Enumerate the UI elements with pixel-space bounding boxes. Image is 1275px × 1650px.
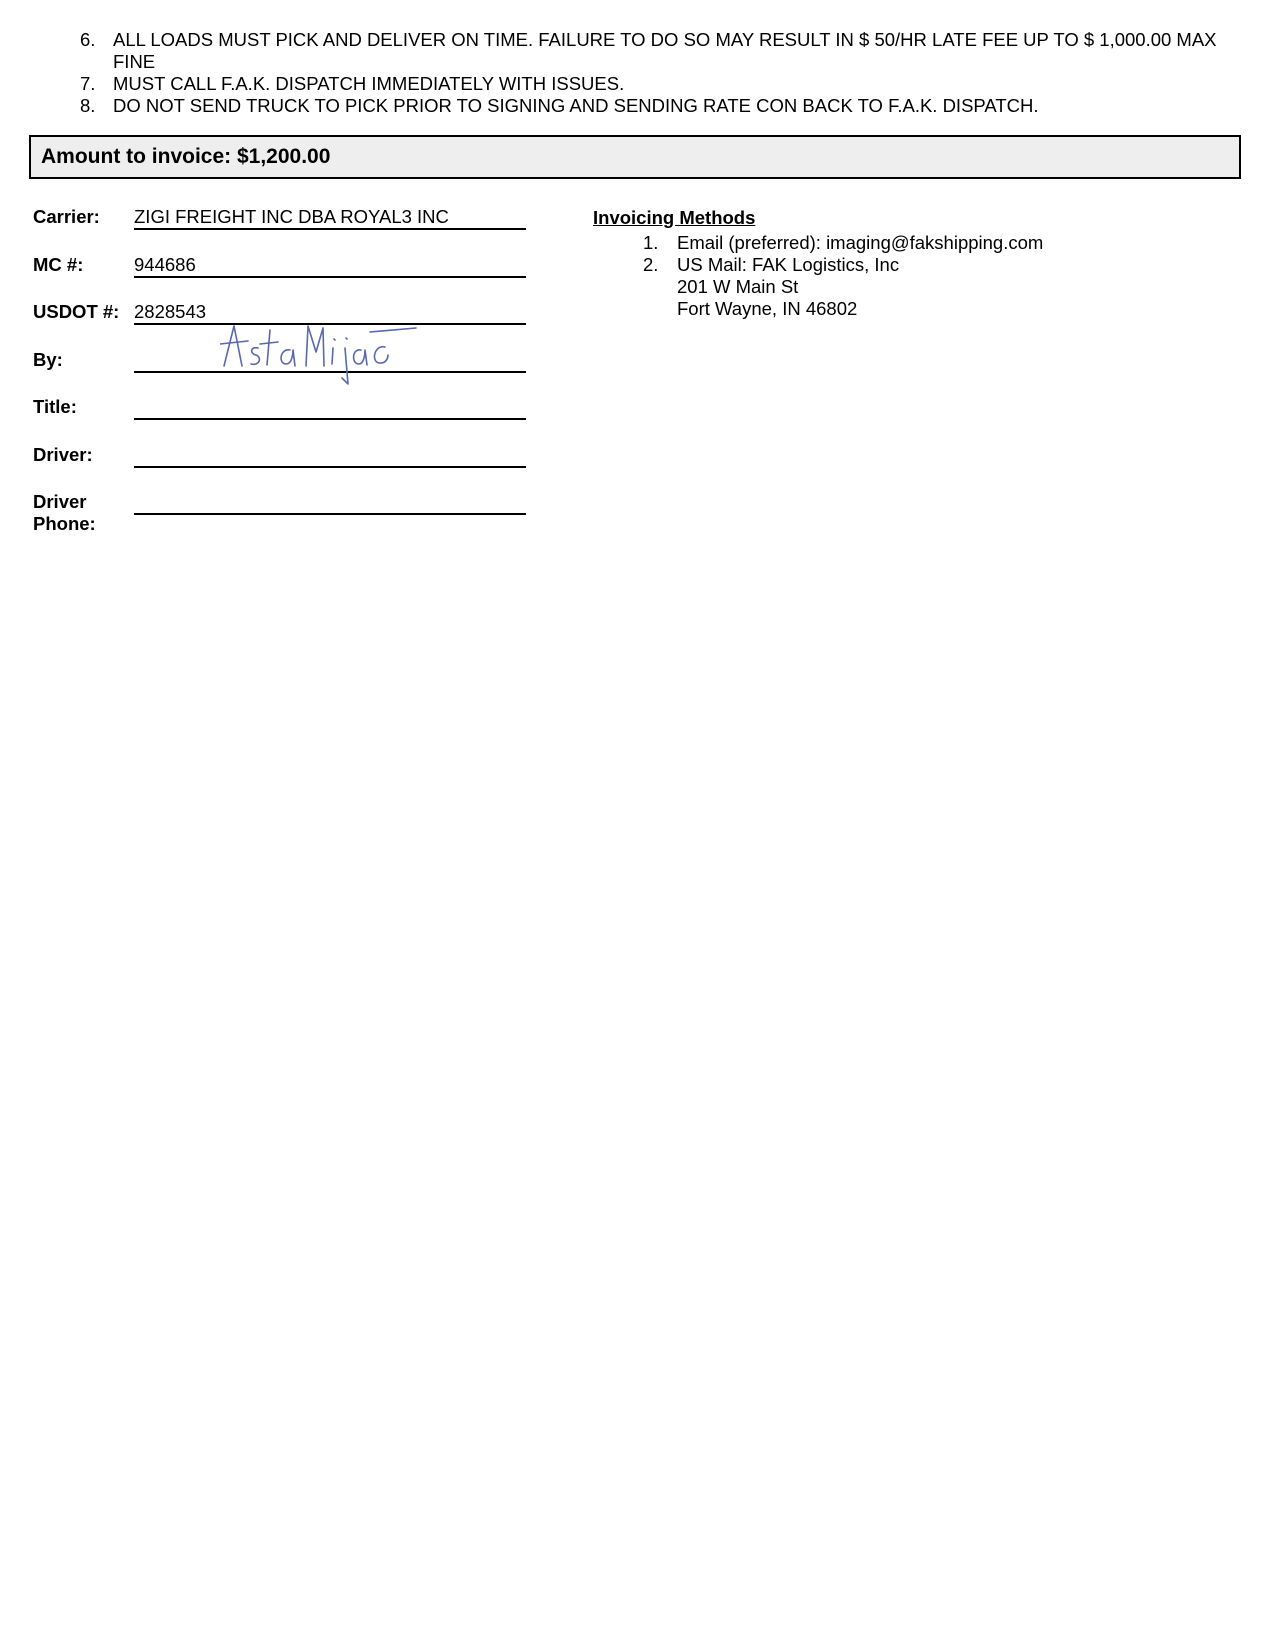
terms-list [80,29,1250,117]
carrier-field[interactable]: ZIGI FREIGHT INC DBA ROYAL3 INC [134,206,526,230]
driver-phone-label [33,491,96,535]
list-item [643,232,1143,254]
term-item [80,73,1250,95]
mc-label: MC #: [33,254,84,275]
driver-phone-field[interactable] [134,491,526,515]
invoicing-methods-list [643,232,1143,320]
mc-field[interactable]: 944686 [134,254,526,278]
title-field[interactable] [134,396,526,420]
title-label: Title: [33,396,77,417]
invoicing-item-number: 1. [643,232,659,253]
driver-phone-label-line1: Driver [33,491,87,512]
list-item [643,254,1143,320]
handwritten-signature [220,322,420,390]
term-number: 7. [80,73,96,94]
driver-label: Driver: [33,444,93,465]
term-text: ALL LOADS MUST PICK AND DELIVER ON TIME. FAILURE TO DO SO MAY RESULT IN $ 50/HR LATE FEE UP TO $ 1,000.00 MAX FINE [113,29,1217,72]
term-item [80,95,1250,117]
by-label: By: [33,349,63,370]
amount-to-invoice: Amount to invoice: $1,200.00 [29,135,1241,179]
carrier-label: Carrier: [33,206,100,227]
invoicing-methods-title: Invoicing Methods [593,207,756,228]
invoicing-mail-line: 201 W Main St [677,276,799,297]
driver-phone-label-line2: Phone: [33,513,96,534]
term-text: MUST CALL F.A.K. DISPATCH IMMEDIATELY WITH ISSUES. [113,73,625,94]
term-item [80,29,1250,73]
invoicing-item-number: 2. [643,254,659,275]
invoicing-mail-line: US Mail: FAK Logistics, Inc [677,254,900,275]
usdot-label: USDOT #: [33,301,120,322]
driver-field[interactable] [134,444,526,468]
usdot-field[interactable]: 2828543 [134,301,526,325]
term-text: DO NOT SEND TRUCK TO PICK PRIOR TO SIGNING AND SENDING RATE CON BACK TO F.A.K. DISPATCH. [113,95,1039,116]
term-number: 6. [80,29,96,50]
term-number: 8. [80,95,96,116]
invoicing-email: Email (preferred): imaging@fakshipping.com [677,232,1044,253]
invoicing-mail-line: Fort Wayne, IN 46802 [677,298,858,319]
